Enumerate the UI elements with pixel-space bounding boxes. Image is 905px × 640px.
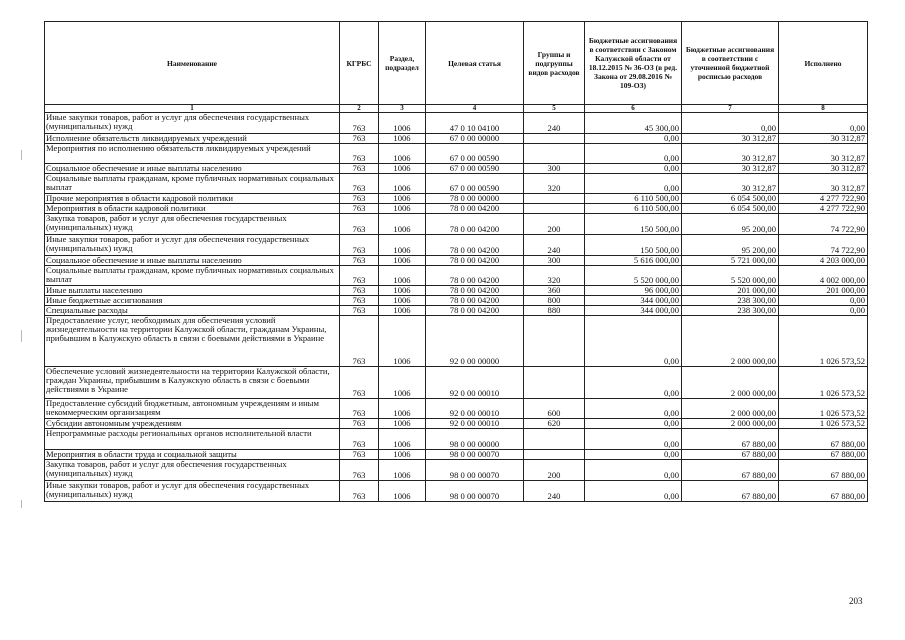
table-row <box>45 460 868 481</box>
scan-edge-mark <box>21 330 22 342</box>
table-row <box>45 306 868 316</box>
row-section: 1006 <box>379 256 426 266</box>
row-executed: 201 000,00 <box>779 286 868 296</box>
row-name: Иные закупки товаров, работ и услуг для обеспечения государственных (муниципальных) нужд <box>45 481 340 502</box>
row-section: 1006 <box>379 174 426 194</box>
row-expense-group: 300 <box>524 256 585 266</box>
row-name: Предоставление услуг, необходимых для обеспечения условий жизнедеятельности на территории Калужской области, гражданам Украины, прибывшим в Калужскую область в связи с боевыми действиями в Украине <box>45 316 340 367</box>
column-number-row <box>45 105 868 113</box>
row-expense-group: 240 <box>524 481 585 502</box>
row-target-article: 78 0 00 04200 <box>426 306 524 316</box>
row-name: Иные выплаты населению <box>45 286 340 296</box>
column-number: 2 <box>340 105 379 113</box>
row-expense-group: 240 <box>524 235 585 256</box>
row-refined-allocation: 201 000,00 <box>682 286 779 296</box>
row-target-article: 67 0 00 00590 <box>426 164 524 174</box>
row-executed: 0,00 <box>779 296 868 306</box>
row-refined-allocation: 67 880,00 <box>682 481 779 502</box>
row-target-article: 78 0 00 04200 <box>426 256 524 266</box>
row-expense-group: 600 <box>524 399 585 419</box>
row-refined-allocation: 238 300,00 <box>682 306 779 316</box>
row-target-article: 98 0 00 00000 <box>426 429 524 450</box>
scan-edge-mark <box>21 500 22 508</box>
column-number: 1 <box>45 105 340 113</box>
row-executed: 30 312,87 <box>779 164 868 174</box>
row-name: Непрограммные расходы региональных органов исполнительной власти <box>45 429 340 450</box>
table-row <box>45 204 868 214</box>
row-kgrbs: 763 <box>340 164 379 174</box>
row-kgrbs: 763 <box>340 235 379 256</box>
row-kgrbs: 763 <box>340 399 379 419</box>
table-row <box>45 113 868 134</box>
row-law-allocation: 0,00 <box>585 316 682 367</box>
row-refined-allocation: 2 000 000,00 <box>682 316 779 367</box>
row-executed: 1 026 573,52 <box>779 419 868 429</box>
row-executed: 1 026 573,52 <box>779 399 868 419</box>
row-refined-allocation: 95 200,00 <box>682 214 779 235</box>
header-refined-allocation: Бюджетные ассигнования в соответствии с уточненной бюджетной росписью расходов <box>682 22 779 105</box>
row-section: 1006 <box>379 367 426 399</box>
row-expense-group: 620 <box>524 419 585 429</box>
column-number: 6 <box>585 105 682 113</box>
row-law-allocation: 150 500,00 <box>585 214 682 235</box>
table-row <box>45 481 868 502</box>
row-law-allocation: 0,00 <box>585 450 682 460</box>
row-target-article: 78 0 00 00000 <box>426 194 524 204</box>
row-target-article: 47 0 10 04100 <box>426 113 524 134</box>
row-name: Иные закупки товаров, работ и услуг для обеспечения государственных (муниципальных) нужд <box>45 235 340 256</box>
row-name: Социальные выплаты гражданам, кроме публичных нормативных социальных выплат <box>45 266 340 286</box>
column-number: 7 <box>682 105 779 113</box>
row-expense-group <box>524 367 585 399</box>
scan-edge-mark <box>21 150 22 160</box>
row-refined-allocation: 30 312,87 <box>682 134 779 144</box>
row-section: 1006 <box>379 214 426 235</box>
row-section: 1006 <box>379 399 426 419</box>
row-kgrbs: 763 <box>340 367 379 399</box>
row-target-article: 78 0 00 04200 <box>426 214 524 235</box>
row-executed: 4 277 722,90 <box>779 194 868 204</box>
row-kgrbs: 763 <box>340 266 379 286</box>
row-executed: 0,00 <box>779 113 868 134</box>
row-section: 1006 <box>379 316 426 367</box>
row-refined-allocation: 67 880,00 <box>682 429 779 450</box>
header-row <box>45 22 868 105</box>
row-expense-group <box>524 450 585 460</box>
row-refined-allocation: 30 312,87 <box>682 174 779 194</box>
row-kgrbs: 763 <box>340 316 379 367</box>
table-row <box>45 316 868 367</box>
row-law-allocation: 0,00 <box>585 174 682 194</box>
row-executed: 67 880,00 <box>779 450 868 460</box>
row-executed: 74 722,90 <box>779 235 868 256</box>
row-expense-group <box>524 429 585 450</box>
row-section: 1006 <box>379 235 426 256</box>
row-law-allocation: 0,00 <box>585 367 682 399</box>
row-refined-allocation: 0,00 <box>682 113 779 134</box>
row-target-article: 67 0 00 00590 <box>426 144 524 164</box>
row-kgrbs: 763 <box>340 174 379 194</box>
table-row <box>45 144 868 164</box>
column-number: 3 <box>379 105 426 113</box>
row-kgrbs: 763 <box>340 134 379 144</box>
table-row <box>45 256 868 266</box>
row-kgrbs: 763 <box>340 296 379 306</box>
column-number: 8 <box>779 105 868 113</box>
row-kgrbs: 763 <box>340 113 379 134</box>
row-target-article: 98 0 00 00070 <box>426 460 524 481</box>
row-expense-group: 880 <box>524 306 585 316</box>
row-target-article: 92 0 00 00000 <box>426 316 524 367</box>
row-law-allocation: 0,00 <box>585 164 682 174</box>
row-name: Предоставление субсидий бюджетным, автономным учреждениям и иным некоммерческим организациям <box>45 399 340 419</box>
row-target-article: 98 0 00 00070 <box>426 450 524 460</box>
row-refined-allocation: 2 000 000,00 <box>682 399 779 419</box>
row-law-allocation: 5 520 000,00 <box>585 266 682 286</box>
row-target-article: 78 0 00 04200 <box>426 286 524 296</box>
row-kgrbs: 763 <box>340 306 379 316</box>
row-law-allocation: 0,00 <box>585 419 682 429</box>
row-executed: 30 312,87 <box>779 174 868 194</box>
row-kgrbs: 763 <box>340 460 379 481</box>
table-row <box>45 399 868 419</box>
budget-table <box>44 21 868 502</box>
row-kgrbs: 763 <box>340 204 379 214</box>
row-expense-group: 200 <box>524 460 585 481</box>
row-law-allocation: 0,00 <box>585 399 682 419</box>
row-executed: 4 277 722,90 <box>779 204 868 214</box>
row-law-allocation: 5 616 000,00 <box>585 256 682 266</box>
table-row <box>45 174 868 194</box>
row-expense-group: 240 <box>524 113 585 134</box>
row-refined-allocation: 6 054 500,00 <box>682 194 779 204</box>
row-executed: 74 722,90 <box>779 214 868 235</box>
row-law-allocation: 0,00 <box>585 134 682 144</box>
row-refined-allocation: 67 880,00 <box>682 450 779 460</box>
row-section: 1006 <box>379 419 426 429</box>
row-target-article: 92 0 00 00010 <box>426 367 524 399</box>
row-expense-group <box>524 204 585 214</box>
row-kgrbs: 763 <box>340 214 379 235</box>
row-section: 1006 <box>379 460 426 481</box>
table-row <box>45 296 868 306</box>
row-section: 1006 <box>379 429 426 450</box>
row-law-allocation: 45 300,00 <box>585 113 682 134</box>
row-law-allocation: 0,00 <box>585 429 682 450</box>
header-executed: Исполнено <box>779 22 868 105</box>
row-name: Социальное обеспечение и иные выплаты населению <box>45 256 340 266</box>
row-expense-group <box>524 134 585 144</box>
row-law-allocation: 0,00 <box>585 481 682 502</box>
row-name: Социальные выплаты гражданам, кроме публичных нормативных социальных выплат <box>45 174 340 194</box>
row-executed: 4 203 000,00 <box>779 256 868 266</box>
row-executed: 0,00 <box>779 306 868 316</box>
row-section: 1006 <box>379 164 426 174</box>
table-row <box>45 266 868 286</box>
row-kgrbs: 763 <box>340 419 379 429</box>
row-section: 1006 <box>379 306 426 316</box>
row-refined-allocation: 238 300,00 <box>682 296 779 306</box>
table-row <box>45 194 868 204</box>
row-executed: 67 880,00 <box>779 429 868 450</box>
table-row <box>45 419 868 429</box>
row-section: 1006 <box>379 194 426 204</box>
row-section: 1006 <box>379 144 426 164</box>
row-name: Исполнение обязательств ликвидируемых учреждений <box>45 134 340 144</box>
row-name: Иные бюджетные ассигнования <box>45 296 340 306</box>
row-refined-allocation: 30 312,87 <box>682 144 779 164</box>
row-refined-allocation: 5 721 000,00 <box>682 256 779 266</box>
row-law-allocation: 0,00 <box>585 460 682 481</box>
row-refined-allocation: 6 054 500,00 <box>682 204 779 214</box>
row-name: Обеспечение условий жизнедеятельности на территории Калужской области, граждан Украины, прибывшим в Калужскую область в связи с боевыми действиями в Украине <box>45 367 340 399</box>
row-name: Иные закупки товаров, работ и услуг для обеспечения государственных (муниципальных) нужд <box>45 113 340 134</box>
row-name: Закупка товаров, работ и услуг для обеспечения государственных (муниципальных) нужд <box>45 214 340 235</box>
row-name: Мероприятия по исполнению обязательств ликвидируемых учреждений <box>45 144 340 164</box>
row-kgrbs: 763 <box>340 194 379 204</box>
row-name: Мероприятия в области кадровой политики <box>45 204 340 214</box>
row-section: 1006 <box>379 450 426 460</box>
page-number: 203 <box>849 596 863 606</box>
row-law-allocation: 150 500,00 <box>585 235 682 256</box>
row-expense-group <box>524 316 585 367</box>
row-executed: 30 312,87 <box>779 144 868 164</box>
row-target-article: 92 0 00 00010 <box>426 419 524 429</box>
row-expense-group: 300 <box>524 164 585 174</box>
table-row <box>45 367 868 399</box>
row-name: Субсидии автономным учреждениям <box>45 419 340 429</box>
row-law-allocation: 0,00 <box>585 144 682 164</box>
row-target-article: 92 0 00 00010 <box>426 399 524 419</box>
row-law-allocation: 344 000,00 <box>585 296 682 306</box>
table-body <box>45 113 868 502</box>
row-expense-group <box>524 144 585 164</box>
table-row <box>45 164 868 174</box>
column-number: 4 <box>426 105 524 113</box>
row-section: 1006 <box>379 204 426 214</box>
row-target-article: 98 0 00 00070 <box>426 481 524 502</box>
row-name: Закупка товаров, работ и услуг для обеспечения государственных (муниципальных) нужд <box>45 460 340 481</box>
row-kgrbs: 763 <box>340 286 379 296</box>
row-refined-allocation: 95 200,00 <box>682 235 779 256</box>
row-section: 1006 <box>379 266 426 286</box>
table-row <box>45 429 868 450</box>
row-kgrbs: 763 <box>340 144 379 164</box>
row-refined-allocation: 67 880,00 <box>682 460 779 481</box>
row-expense-group: 320 <box>524 174 585 194</box>
row-section: 1006 <box>379 481 426 502</box>
row-executed: 1 026 573,52 <box>779 367 868 399</box>
table-row <box>45 134 868 144</box>
row-refined-allocation: 2 000 000,00 <box>682 419 779 429</box>
header-law-allocation: Бюджетные ассигнования в соответствии с Законом Калужской области от 18.12.2015 № 36-ОЗ (в ред. Закона от 29.08.2016 № 109-ОЗ) <box>585 22 682 105</box>
row-refined-allocation: 5 520 000,00 <box>682 266 779 286</box>
header-kgrbs: КГРБС <box>340 22 379 105</box>
row-expense-group: 800 <box>524 296 585 306</box>
row-section: 1006 <box>379 134 426 144</box>
row-refined-allocation: 2 000 000,00 <box>682 367 779 399</box>
row-target-article: 78 0 00 04200 <box>426 204 524 214</box>
row-name: Социальное обеспечение и иные выплаты населению <box>45 164 340 174</box>
row-target-article: 78 0 00 04200 <box>426 296 524 306</box>
row-kgrbs: 763 <box>340 481 379 502</box>
row-law-allocation: 96 000,00 <box>585 286 682 296</box>
row-kgrbs: 763 <box>340 450 379 460</box>
row-section: 1006 <box>379 286 426 296</box>
header-expense-group: Группы и подгруппы видов расходов <box>524 22 585 105</box>
row-name: Специальные расходы <box>45 306 340 316</box>
row-target-article: 78 0 00 04200 <box>426 266 524 286</box>
row-executed: 67 880,00 <box>779 460 868 481</box>
table-row <box>45 450 868 460</box>
row-executed: 30 312,87 <box>779 134 868 144</box>
row-executed: 67 880,00 <box>779 481 868 502</box>
row-kgrbs: 763 <box>340 429 379 450</box>
row-section: 1006 <box>379 296 426 306</box>
header-name: Наименование <box>45 22 340 105</box>
header-target-article: Целевая статья <box>426 22 524 105</box>
table-row <box>45 235 868 256</box>
column-number: 5 <box>524 105 585 113</box>
row-expense-group <box>524 194 585 204</box>
row-executed: 1 026 573,52 <box>779 316 868 367</box>
table-row <box>45 286 868 296</box>
row-expense-group: 200 <box>524 214 585 235</box>
row-target-article: 67 0 00 00590 <box>426 174 524 194</box>
header-section: Раздел, подраздел <box>379 22 426 105</box>
row-kgrbs: 763 <box>340 256 379 266</box>
row-target-article: 78 0 00 04200 <box>426 235 524 256</box>
row-expense-group: 360 <box>524 286 585 296</box>
table-row <box>45 214 868 235</box>
row-law-allocation: 6 110 500,00 <box>585 204 682 214</box>
row-name: Мероприятия в области труда и социальной защиты <box>45 450 340 460</box>
row-target-article: 67 0 00 00000 <box>426 134 524 144</box>
row-name: Прочие мероприятия в области кадровой политики <box>45 194 340 204</box>
row-law-allocation: 6 110 500,00 <box>585 194 682 204</box>
row-law-allocation: 344 000,00 <box>585 306 682 316</box>
row-refined-allocation: 30 312,87 <box>682 164 779 174</box>
row-expense-group: 320 <box>524 266 585 286</box>
row-section: 1006 <box>379 113 426 134</box>
row-executed: 4 002 000,00 <box>779 266 868 286</box>
